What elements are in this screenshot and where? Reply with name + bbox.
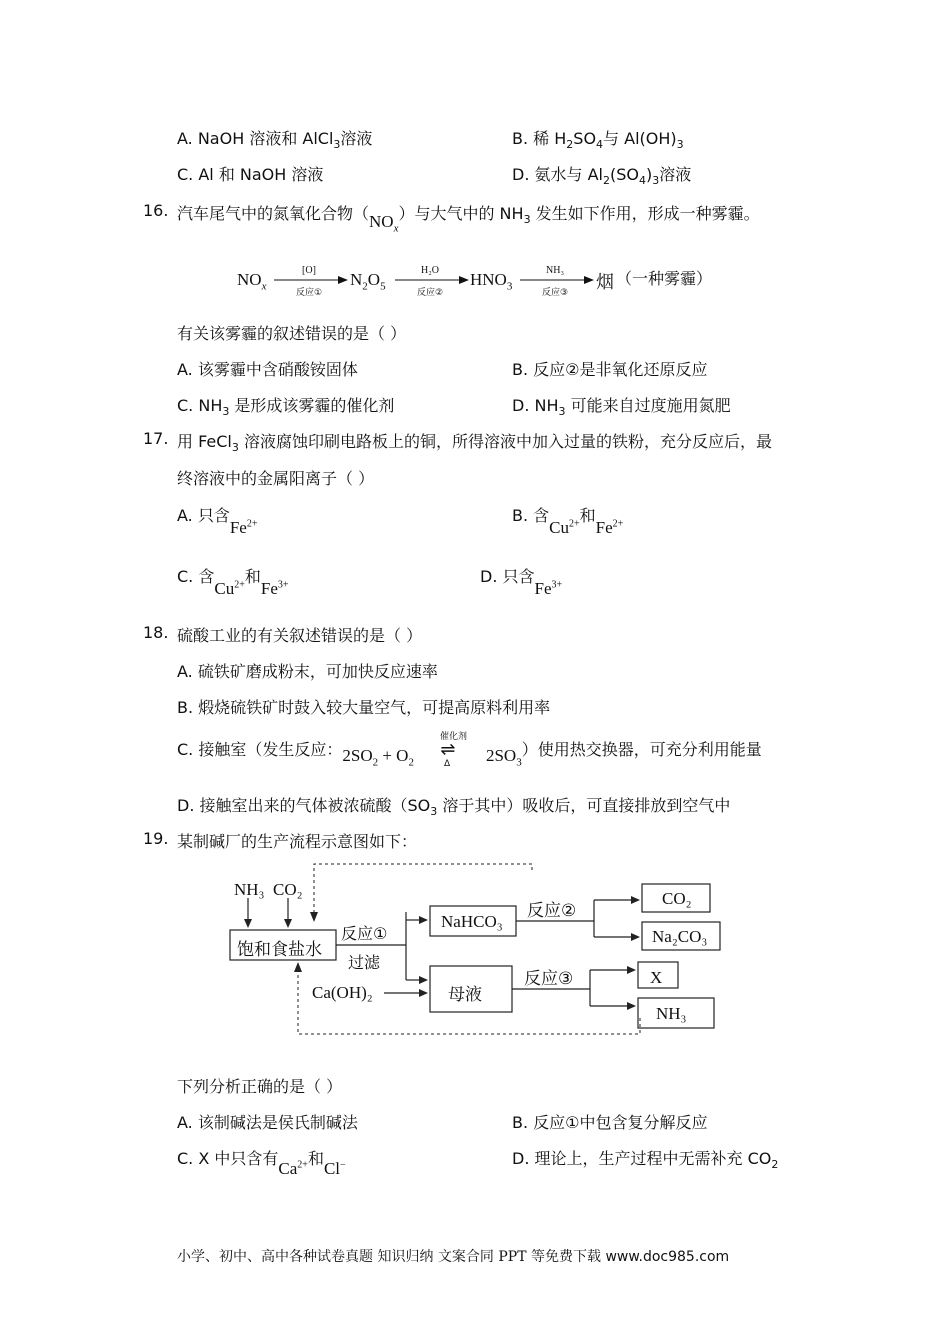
- diagram-caoh2: Ca(OH)₂: [312, 983, 373, 1002]
- diagram-nahco3: NaHCO₃: [441, 912, 503, 931]
- arrow2-top-label: H₂O: [421, 265, 439, 276]
- q18-option-b: B. 煅烧硫铁矿时鼓入较大量空气，可提高原料利用率: [177, 698, 551, 717]
- q16-stem: 汽车尾气中的氮氧化合物$(NO_x)$与大气中的 $NH_3$ 发生如下作用，形成一种雾霾。: [177, 204, 760, 235]
- scheme-hno3: $HNO_3$: [470, 270, 513, 293]
- diagram-brine: 饱和食盐水: [237, 940, 322, 960]
- q15-option-a: A. NaOH 溶液和 AlCl$_3$溶液: [177, 129, 373, 152]
- page-footer: [177, 1246, 729, 1266]
- q15-option-d: D. 氨水与 $Al_2(SO_4)_3$溶液: [512, 165, 692, 188]
- reversible-arrow: 催化剂 ⇌ Δ: [439, 731, 467, 769]
- q18-number: 18.: [143, 623, 169, 642]
- q17-stem-line2: 终溶液中的金属阳离子（ ）: [177, 469, 375, 488]
- q17-option-c: C. 含$Cu^{2+}$和$Fe^{3+}$: [177, 567, 289, 598]
- scheme-nox: $NO_x$: [237, 270, 267, 293]
- q19-option-a: A. 该制碱法是侯氏制碱法: [177, 1113, 358, 1132]
- diagram-na2co3: Na₂CO₃: [652, 927, 708, 946]
- scheme-n2o5: $N_2O_5$: [350, 270, 386, 293]
- q19-question2: 下列分析正确的是（ ）: [177, 1077, 343, 1096]
- q16-option-c: C. $NH_3$ 是形成该雾霾的催化剂: [177, 396, 395, 419]
- arrow1-bottom-label: 反应①: [295, 288, 323, 298]
- q17-option-b: B. 含$Cu^{2+}$和$Fe^{2+}$: [512, 506, 624, 537]
- q17-option-d: D. 只含$Fe^{3+}$: [480, 567, 563, 598]
- q16-question: 有关该雾霾的叙述错误的是（ ）: [177, 324, 407, 343]
- q17-number: 17.: [143, 429, 169, 448]
- diagram-reaction2: 反应②: [527, 901, 577, 921]
- q16-option-d: D. $NH_3$ 可能来自过度施用氮肥: [512, 396, 731, 419]
- q19-option-c: C. X 中只含有$Ca^{2+}$和Cl−: [177, 1149, 346, 1178]
- diagram-filter: 过滤: [348, 953, 381, 972]
- q19-option-b: B. 反应①中包含复分解反应: [512, 1113, 708, 1132]
- arrow3-bottom-label: 反应③: [541, 288, 569, 298]
- diagram-reaction3: 反应③: [524, 969, 574, 989]
- arrow3-top-label: NH₃: [546, 265, 564, 276]
- q15-option-c: C. Al 和 NaOH 溶液: [177, 165, 324, 184]
- q17-stem-line1: 用 FeCl$_3$ 溶液腐蚀印刷电路板上的铜，所得溶液中加入过量的铁粉，充分反应后，最: [177, 432, 772, 455]
- q16-option-b: B. 反应②是非氧化还原反应: [512, 360, 708, 379]
- diagram-nh3-out: NH₃: [656, 1004, 687, 1023]
- scheme-note: （一种雾霾）: [616, 269, 713, 288]
- diagram-x: X: [650, 968, 663, 987]
- q19-option-d: D. 理论上，生产过程中无需补充 $CO_2$: [512, 1149, 779, 1172]
- q16-option-a: A. 该雾霾中含硝酸铵固体: [177, 360, 358, 379]
- q18-option-a: A. 硫铁矿磨成粉末，可加快反应速率: [177, 662, 438, 681]
- diagram-mother-liquor: 母液: [448, 985, 482, 1005]
- arrow2-bottom-label: 反应②: [416, 288, 444, 298]
- q15-option-b: B. 稀 $H_2SO_4$与 $Al(OH)_3$: [512, 129, 684, 152]
- q18-option-d: D. 接触室出来的气体被浓硫酸（$SO_3$ 溶于其中）吸收后，可直接排放到空气中: [177, 796, 731, 819]
- scheme-smoke: 烟: [596, 272, 614, 293]
- diagram-co2-out: CO₂: [662, 889, 692, 908]
- arrow1-top-label: [O]: [302, 265, 316, 276]
- diagram-reaction1: 反应①: [341, 924, 388, 943]
- q18-option-c: C. 接触室（发生反应：$2SO_2 + O_2$ 催化剂 ⇌ Δ $2SO_3$）使用热交换器，可充分利用能量: [177, 731, 762, 769]
- footer-text: 小学、初中、高中各种试卷真题 知识归纳 文案合同 PPT 等免费下载: [177, 1249, 601, 1265]
- footer-url[interactable]: www.doc985.com: [605, 1249, 730, 1265]
- diagram-co2-in: CO₂: [273, 880, 303, 899]
- q18-question: 硫酸工业的有关叙述错误的是（ ）: [177, 626, 423, 645]
- q16-number: 16.: [143, 201, 169, 220]
- q17-option-a: A. 只含$Fe^{2+}$: [177, 506, 258, 537]
- diagram-nh3-in: NH₃: [234, 880, 265, 899]
- q19-number: 19.: [143, 829, 169, 848]
- q19-question: 某制碱厂的生产流程示意图如下：: [177, 832, 418, 851]
